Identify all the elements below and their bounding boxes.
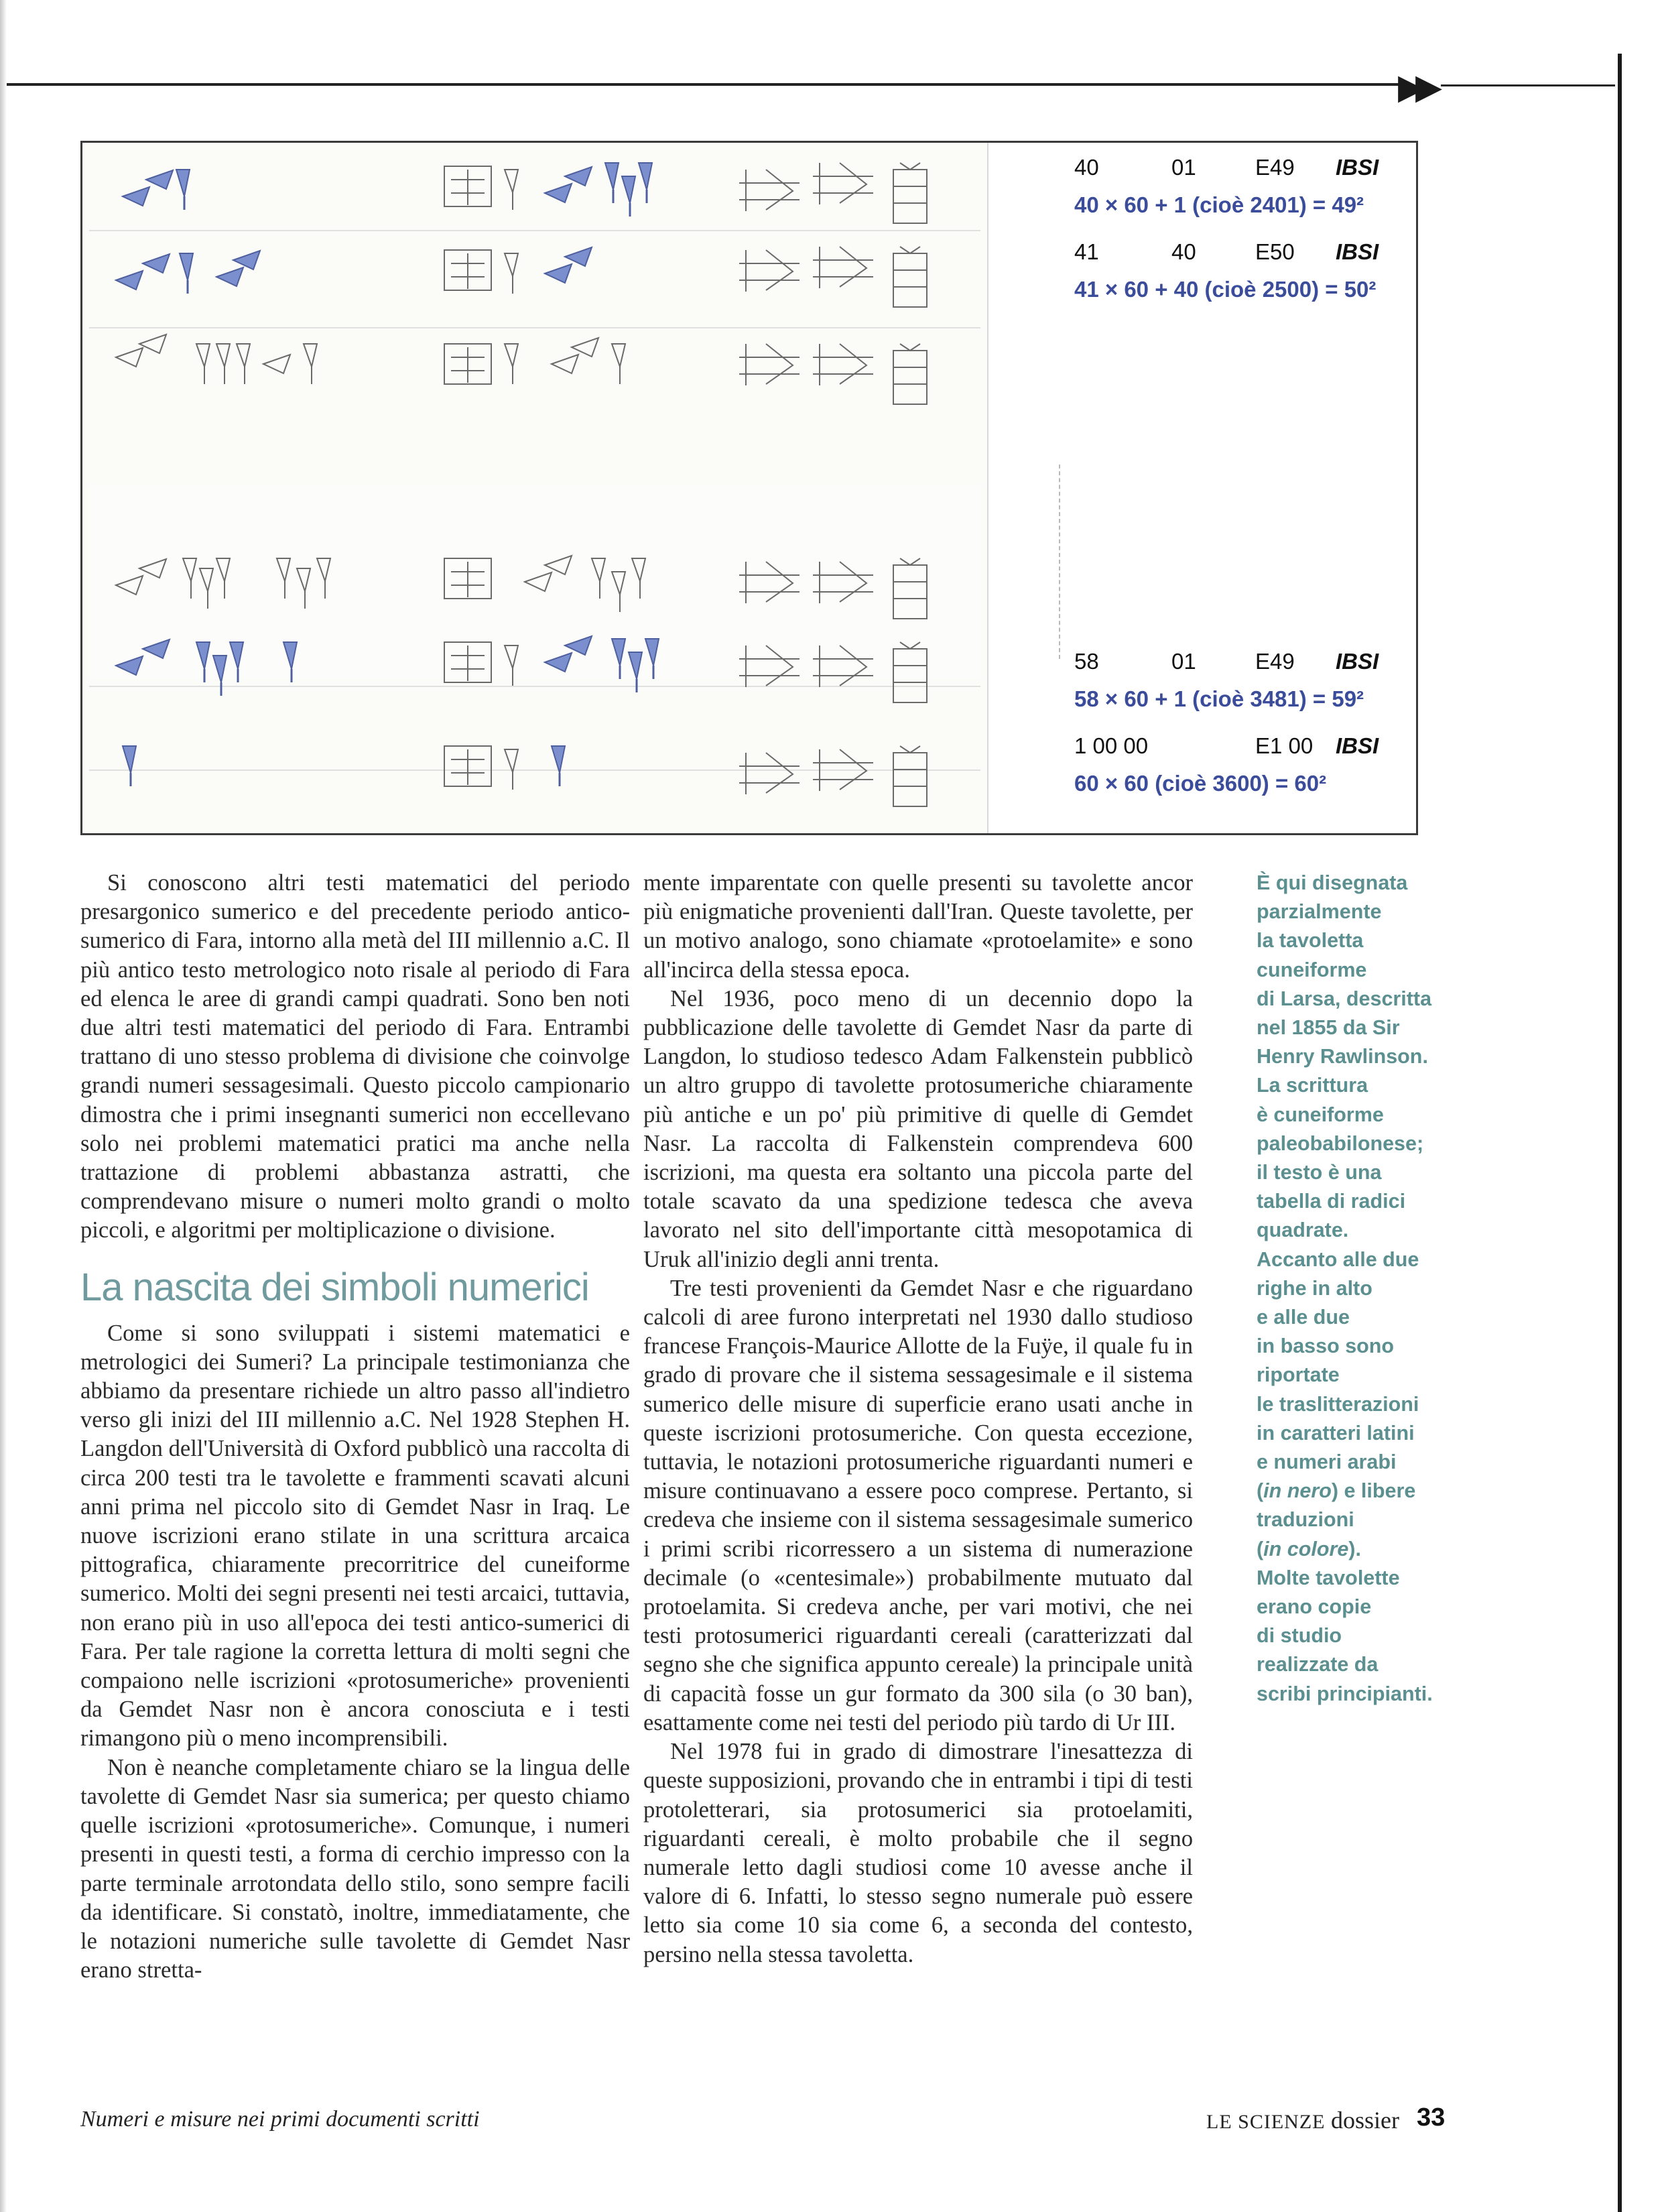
- paragraph: Non è neanche completamente chiaro se la lingua delle tavolette di Gemdet Nasr sia sumerica; per questo chiamo quelle iscrizioni «protosumeriche». Comunque, i numeri presenti in questi testi, a forma di cerchio impresso con la parte terminale arrotondata dello stilo, sono sempre facili da identificare. Si constatò, inoltre, immediatamente, che le notazioni numeriche sulle tavolette di Gemdet Nasr erano stretta-: [80, 1754, 630, 1983]
- transliteration-row: 41 40 E50 IBSI: [1074, 239, 1379, 264]
- transliteration-bottom: [1074, 649, 1396, 796]
- text-column-2: [643, 869, 1193, 1969]
- scan-edge-right: [1618, 54, 1622, 2212]
- translation-equation: 58 × 60 + 1 (cioè 3481) = 59²: [1074, 686, 1364, 711]
- page-number: 33: [1417, 2103, 1446, 2132]
- paragraph: Come si sono sviluppati i sistemi matematici e metrologici dei Sumeri? La principale testimonianza che abbiamo da presentare richiede un altro passo all'indietro verso gli inizi del III millennio a.C. Nel 1928 Stephen H. Langdon dell'Università di Oxford pubblicò una raccolta di circa 200 testi tra le tavolette e frammenti scavati alcuni anni prima nel piccolo sito di Gemdet Nasr in Iraq. Le nuove iscrizioni erano stilate in una scrittura arcaica pittografica, chiaramente precorritrice del cuneiforme sumerico. Molti dei segni presenti nei testi arcaici, tuttavia, non erano più in uso all'epoca dei testi antico-sumerici di Fara. Per tale ragione la corretta lettura di molti segni che compaiono nelle iscrizioni «protosumeriche» provenienti da Gemdet Nasr non è ancora conosciuta e i testi rimangono più o meno incomprensibili.: [80, 1320, 630, 1752]
- translation-equation: 41 × 60 + 40 (cioè 2500) = 50²: [1074, 277, 1377, 302]
- transliteration-row: 58 01 E49 IBSI: [1074, 649, 1379, 674]
- transliteration-top: [1074, 155, 1396, 302]
- paragraph: Si conoscono altri testi matematici del periodo presargonico sumerico e del precedente periodo antico-sumerico di Fara, intorno alla metà del III millennio a.C. Il più antico testo metrologico noto risale al periodo di Fara ed elenca le aree di grandi campi quadrati. Sono ben noti due altri testi matematici del periodo di Fara. Entrambi trattano di uno stesso problema di divisione che coinvolge grandi numeri sessagesimali. Questo piccolo campionario dimostra che i primi insegnanti sumerici non eccellevano solo nei problemi matematici pratici ma anche nella trattazione di problemi abbastanza astratti, che comprendevano misure o numeri molto grandi o molto piccoli, e algoritmi per moltiplicazione o divisione.: [80, 870, 630, 1243]
- translation-equation: 60 × 60 (cioè 3600) = 60²: [1074, 771, 1327, 796]
- translation-equation: 40 × 60 + 1 (cioè 2401) = 49²: [1074, 192, 1364, 217]
- footer-publication: LE SCIENZE dossier: [1206, 2107, 1399, 2134]
- transliteration-row: 1 00 00 E1 00 IBSI: [1074, 733, 1379, 758]
- transliteration-row: 40 01 E49 IBSI: [1074, 155, 1379, 180]
- text-column-1: [80, 869, 630, 1985]
- cuneiform-wedges-icon: [82, 143, 987, 833]
- paragraph: Tre testi provenienti da Gemdet Nasr e che riguardano calcoli di aree furono interpretati nel 1930 dallo studioso francese François-Maurice Allotte de la Fuÿe, il quale fu in grado di provare che il sistema sessagesimale e il sistema sumerico delle misure di superficie erano usati anche in queste iscrizioni protosumeriche. Con questa eccezione, tuttavia, le notazioni protosumeriche riguardanti numeri e misure continuavano a essere poco comprese. Pertanto, si credeva che insieme con il sistema sessagesimale sumerico i primi scribi ricorressero a un sistema di numerazione decimale (o «centesimale») probabilmente mutuato dal protoelamita. Si credeva anche, per vari motivi, che nei testi protosumerici riguardanti cereali (caratterizzati dal segno she che significa appunto cereale) la principale unità di capacità fosse un gur formato da 300 sila (o 30 ban), esattamente come nei testi del periodo più tardo di Ur III.: [643, 1275, 1193, 1735]
- continue-arrows-icon: ▶▶: [1398, 67, 1433, 107]
- paragraph: Nel 1978 fui in grado di dimostrare l'inesattezza di queste supposizioni, provando che in entrambi i tipi di testi protoletterari, sia protosumerici sia protoelamiti, riguardanti cereali, è molto probabile che il segno numerale letto dagli studiosi come 10 avesse anche il valore di 6. Infatti, lo stesso segno numerale può essere letto sia come 10 sia come 6, a seconda del contesto, persino nella stessa tavoletta.: [643, 1739, 1193, 1967]
- top-rule-tail: [1441, 84, 1615, 86]
- footer-running-title: Numeri e misure nei primi documenti scritti: [80, 2107, 480, 2132]
- scan-edge-left: [0, 0, 7, 2212]
- paragraph: mente imparentate con quelle presenti su tavolette ancor più enigmatiche provenienti dall'Iran. Queste tavolette, per un motivo analogo, sono chiamate «protoelamite» e sono all'incirca della stessa epoca.: [643, 870, 1193, 983]
- tablet-figure: [80, 141, 1418, 835]
- figure-caption: È qui disegnata parzialmente la tavoletta cuneiforme di Larsa, descritta nel 1855 da Sir Henry Rawlinson. La scrittura è cuneiforme paleobabilonese; il testo è una tabella di radici quadrate. Accanto alle due righe in alto e alle due in basso sono riportate le traslitterazioni in caratteri latini e numeri arabi (in nero) e libere traduzioni (in colore). Molte tavolette erano copie di studio realizzate da scribi principianti.: [1257, 871, 1433, 1705]
- cuneiform-tablet-drawing: [82, 143, 988, 833]
- figure-dashed-divider: [1059, 465, 1062, 659]
- paragraph: Nel 1936, poco meno di un decennio dopo la pubblicazione delle tavolette di Gemdet Nasr da parte di Langdon, lo studioso tedesco Adam Falkenstein pubblicò un altro gruppo di tavolette protosumeriche chiaramente più antiche e un po' più primitive di quelle di Gemdet Nasr. La raccolta di Falkenstein comprendeva 600 iscrizioni, ma questa era soltanto una piccola parte del totale scavato da una spedizione tedesca che aveva lavorato nel sito dell'importante città mesopotamica di Uruk all'inizio degli anni trenta.: [643, 985, 1193, 1272]
- top-rule: [7, 83, 1401, 86]
- section-heading: La nascita dei simboli numerici: [80, 1265, 589, 1309]
